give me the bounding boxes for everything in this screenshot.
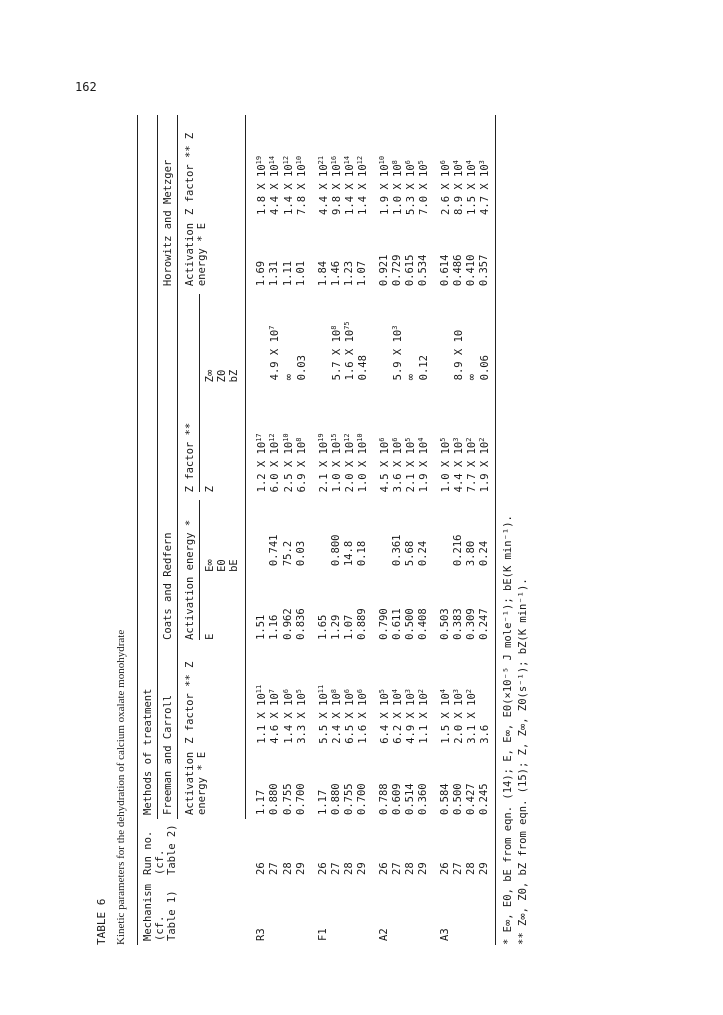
run-cell: 27 — [452, 862, 465, 875]
run-cell: 26 — [439, 862, 452, 875]
table-row — [295, 115, 308, 945]
fc-zfactor-cell: 2.0 X $10^3$ — [452, 688, 466, 744]
run-cell: 26 — [377, 862, 390, 875]
table-body — [246, 115, 496, 945]
hm-zfactor-cell: 9.8 X $10^{16}$ — [329, 155, 343, 215]
hm-zfactor-cell: 1.8 X $10^{19}$ — [255, 155, 269, 215]
cr-energy-cell: 1.65 — [316, 614, 329, 640]
mechanism-cell: R3 — [254, 928, 267, 941]
hm-energy-cell: 0.534 — [417, 254, 430, 287]
hm-zfactor-cell: 8.9 X $10^4$ — [452, 160, 466, 215]
cr-zfactor-cell: 3.6 X $10^6$ 5.9 X $10^3$ — [390, 325, 404, 493]
mechanism-cell — [356, 879, 369, 945]
fc-energy-cell: 0.700 — [355, 783, 368, 815]
cr-energy-cell: 0.611 — [390, 608, 403, 640]
table-row — [268, 115, 281, 945]
fc-energy-cell: 0.609 — [390, 783, 403, 815]
run-cell: 29 — [417, 862, 430, 875]
fc-zfactor-cell: 1.5 X $10^4$ — [439, 688, 453, 744]
table-row — [391, 115, 404, 945]
hm-zfactor-cell: 1.0 X $10^8$ — [390, 160, 404, 215]
hm-energy-cell: 0.486 — [452, 254, 465, 287]
table-row — [343, 115, 356, 945]
cr-energy-param-cell: 0.24 — [478, 496, 496, 570]
table-row — [478, 115, 496, 945]
header-row-1 — [138, 115, 158, 945]
hm-zfactor-cell: 1.4 X $10^{14}$ — [342, 155, 356, 215]
fc-zfactor-cell: 6.5 X $10^6$ — [342, 688, 356, 744]
header-cr-z-group — [178, 290, 246, 496]
cr-energy-cell: 1.29 — [329, 614, 342, 640]
cr-energy-cell: 0.383 — [452, 608, 465, 640]
hm-zfactor-cell: 7.0 X $10^5$ — [417, 160, 431, 215]
hm-zfactor-cell: 1.9 X $10^{10}$ — [377, 155, 391, 215]
cr-energy-cell: 0.503 — [439, 608, 452, 640]
header-mechanism: Mechanism (cf. Table 1) — [138, 879, 246, 945]
hm-energy-cell: 1.23 — [342, 260, 355, 287]
cr-energy-param-cell: 0.216 — [452, 534, 465, 567]
run-cell: 27 — [390, 862, 403, 875]
header-freeman-carroll: Freeman and Carroll — [158, 644, 178, 819]
table-title: Kinetic parameters for the dehydration of calcium oxalate monohydrate — [115, 629, 127, 945]
fc-energy-cell: 0.245 — [478, 748, 496, 819]
mechanism-cell — [282, 879, 295, 945]
fc-zfactor-cell: 4.6 X $10^7$ — [268, 688, 282, 744]
fc-energy-cell: 0.880 — [329, 783, 342, 815]
mechanism-cell — [465, 879, 478, 945]
hm-energy-cell: 0.615 — [404, 254, 416, 287]
header-cr-energy-subs — [204, 500, 240, 640]
hm-energy-cell: 1.01 — [294, 260, 307, 287]
fc-zfactor-cell: 1.1 X $10^{11}$ — [255, 684, 269, 744]
fc-zfactor-cell: 4.9 X $10^3$ — [404, 688, 417, 744]
hm-energy-cell: 1.11 — [281, 260, 294, 287]
run-cell: 27 — [329, 862, 342, 875]
fc-zfactor-cell: 3.1 X $10^2$ — [465, 688, 479, 744]
fc-energy-cell: 0.514 — [404, 783, 416, 815]
cr-zfactor-cell: 1.9 X $10^2$ 0.06 — [478, 290, 496, 496]
fc-zfactor-cell: 3.3 X $10^5$ — [294, 688, 308, 744]
cr-energy-param-cell: 0.800 — [329, 534, 342, 567]
cr-zfactor-cell: 2.0 X $10^{12}$ 1.6 X $10^{75}$ — [342, 321, 356, 493]
cr-energy-param-cell: 0.18 — [355, 540, 368, 567]
cr-zfactor-cell: 2.1 X $10^{19}$ — [316, 433, 330, 493]
rotated-table-block — [95, 105, 595, 945]
cr-energy-cell: 1.51 — [255, 614, 268, 640]
table-row — [330, 115, 343, 945]
hm-energy-cell: 0.921 — [377, 254, 390, 287]
cr-energy-param-cell: 5.68 — [404, 540, 416, 567]
run-cell: 26 — [254, 862, 267, 875]
fc-energy-cell: 0.755 — [281, 783, 294, 815]
cr-zfactor-cell: 1.0 X $10^{10}$ 0.48 — [355, 355, 369, 493]
cr-energy-param-cell: 0.24 — [417, 540, 430, 567]
mechanism-cell — [452, 879, 465, 945]
mechanism-cell — [295, 879, 308, 945]
cr-energy-cell: 1.16 — [268, 614, 281, 640]
hm-energy-cell: 1.46 — [329, 260, 342, 287]
hm-energy-cell: 1.69 — [255, 260, 268, 287]
cr-energy-cell: 0.889 — [355, 608, 368, 640]
header-horowitz-metzger: Horowitz and Metzger — [158, 115, 178, 290]
table-label: TABLE 6 — [95, 898, 108, 945]
cr-energy-cell: 0.790 — [377, 608, 390, 640]
cr-energy-cell: 0.309 — [465, 608, 478, 640]
cr-energy-cell: 0.408 — [417, 608, 430, 640]
kinetic-parameters-table — [137, 115, 496, 945]
cr-zfactor-cell: 6.9 X $10^8$ 0.03 — [294, 355, 308, 493]
fc-energy-cell: 0.755 — [342, 783, 355, 815]
hm-zfactor-cell: 5.3 X $10^6$ — [404, 160, 417, 215]
fc-energy-cell: 0.427 — [465, 783, 478, 815]
hm-energy-cell: 0.410 — [465, 254, 478, 287]
footnote-2: ** Z∞, Z0, bZ from eqn. (15); Z, Z∞, Z0(s⁻¹); bZ(K min⁻¹). — [516, 578, 529, 945]
cr-energy-cell: 1.07 — [342, 614, 355, 640]
fc-zfactor-cell: 3.6 — [478, 644, 496, 748]
mechanism-cell — [330, 879, 343, 945]
header-coats-redfern: Coats and Redfern — [158, 290, 178, 644]
hm-zfactor-cell: 4.4 X $10^{21}$ — [316, 155, 330, 215]
hm-zfactor-cell: 1.4 X $10^{12}$ — [281, 155, 295, 215]
cr-energy-param-cell — [308, 496, 330, 570]
cr-zfactor-cell: 6.0 X $10^{12}$ 4.9 X $10^7$ — [268, 325, 282, 493]
cr-energy-param-cell: 14.8 — [342, 540, 355, 567]
fc-zfactor-cell: 1.6 X $10^6$ — [355, 688, 369, 744]
fc-energy-cell: 0.500 — [452, 783, 465, 815]
cr-zfactor-cell: 2.1 X $10^5$ ∞ — [404, 374, 417, 493]
run-cell: 29 — [478, 819, 496, 879]
cr-energy-param-cell: 3.80 — [465, 540, 478, 567]
mechanism-cell — [417, 879, 430, 945]
run-cell: 28 — [342, 862, 355, 875]
cr-zfactor-cell: 1.2 X $10^{17}$ — [255, 433, 269, 493]
page-number: 162 — [75, 80, 97, 94]
header-cr-energy-group — [178, 496, 246, 644]
cr-energy-param-cell — [246, 496, 269, 570]
fc-zfactor-cell: 1.1 X $10^2$ — [417, 688, 431, 744]
header-cr-z-params: Z∞ Z0 bZ — [204, 369, 241, 383]
fc-energy-cell: 0.880 — [268, 783, 281, 815]
header-hm-energy: Activation energy * E — [178, 219, 246, 290]
hm-zfactor-cell: 4.4 X $10^{14}$ — [268, 155, 282, 215]
run-cell: 28 — [465, 862, 478, 875]
fc-energy-cell: 0.700 — [294, 783, 307, 815]
table-row — [356, 115, 369, 945]
header-hm-zfactor: Z factor ** Z — [178, 115, 246, 219]
header-cr-z-subs — [204, 294, 240, 492]
run-cell: 27 — [268, 862, 281, 875]
table-row — [430, 115, 452, 945]
fc-zfactor-cell: 1.4 X $10^6$ — [281, 688, 295, 744]
cr-zfactor-cell: 1.0 X $10^5$ — [439, 437, 453, 493]
footnotes — [501, 105, 529, 945]
table-row — [246, 115, 269, 945]
cr-zfactor-cell: 2.5 X $10^{10}$ ∞ — [281, 374, 295, 493]
mechanism-cell: A2 — [377, 928, 390, 941]
table-row — [369, 115, 391, 945]
cr-zfactor-cell: 1.9 X $10^4$ 0.12 — [417, 355, 431, 493]
fc-zfactor-cell: 6.4 X $10^5$ — [377, 688, 391, 744]
cr-energy-cell: 0.247 — [478, 570, 496, 644]
header-methods: Methods of treatment — [138, 115, 158, 819]
mechanism-cell — [478, 879, 496, 945]
mechanism-cell — [268, 879, 281, 945]
hm-energy-cell: 0.729 — [390, 254, 403, 287]
header-cr-e: E — [204, 633, 217, 640]
hm-energy-cell: 1.07 — [355, 260, 368, 287]
run-cell: 26 — [316, 862, 329, 875]
cr-energy-param-cell — [369, 496, 391, 570]
fc-energy-cell: 1.17 — [316, 789, 329, 815]
cr-energy-param-cell — [430, 496, 452, 570]
hm-zfactor-cell: 1.5 X $10^4$ — [465, 160, 479, 215]
footnote-1: * E∞, E0, bE from eqn. (14); E, E∞, E0(×10⁻⁵ J mole⁻¹); bE(K min⁻¹). — [502, 515, 515, 945]
hm-energy-cell: 0.614 — [439, 254, 452, 287]
hm-energy-cell: 1.31 — [268, 260, 281, 287]
mechanism-cell — [404, 879, 417, 945]
header-cr-e-params: E∞ E0 bE — [204, 559, 241, 572]
fc-zfactor-cell: 2.4 X $10^8$ — [329, 688, 343, 744]
fc-energy-cell: 0.360 — [417, 783, 430, 815]
mechanism-cell: F1 — [316, 928, 329, 941]
table-row — [404, 115, 417, 945]
hm-zfactor-cell: 4.7 X $10^3$ — [478, 115, 496, 219]
cr-zfactor-cell: 1.0 X $10^{15}$ 5.7 X $10^8$ — [329, 325, 343, 493]
cr-energy-param-cell: 0.741 — [268, 534, 281, 567]
hm-zfactor-cell: 2.6 X $10^6$ — [439, 160, 453, 215]
fc-energy-cell: 0.584 — [439, 783, 452, 815]
mechanism-cell — [391, 879, 404, 945]
run-cell: 29 — [294, 862, 307, 875]
hm-energy-cell: 0.357 — [478, 219, 496, 290]
cr-energy-param-cell: 0.03 — [294, 540, 307, 567]
header-fc-energy: Activation energy * E — [178, 748, 246, 819]
header-cr-zfactor: Z factor ** — [184, 294, 200, 492]
cr-energy-param-cell: 75.2 — [281, 540, 294, 567]
header-fc-zfactor: Z factor ** Z — [178, 644, 246, 748]
mechanism-cell — [343, 879, 356, 945]
run-cell: 28 — [281, 862, 294, 875]
cr-energy-cell: 0.836 — [294, 608, 307, 640]
header-cr-z: Z — [204, 486, 217, 493]
fc-zfactor-cell: 5.5 X $10^{11}$ — [316, 684, 330, 744]
table-row — [465, 115, 478, 945]
header-cr-activation: Activation energy * — [184, 500, 200, 640]
cr-energy-cell: 0.962 — [281, 608, 294, 640]
fc-zfactor-cell: 6.2 X $10^4$ — [390, 688, 404, 744]
mechanism-cell: A3 — [439, 928, 452, 941]
table-row — [282, 115, 295, 945]
cr-zfactor-cell: 7.7 X $10^2$ ∞ — [465, 374, 479, 493]
run-cell: 28 — [404, 862, 416, 875]
cr-zfactor-cell: 4.4 X $10^3$ 8.9 X 10 — [452, 329, 466, 493]
cr-energy-param-cell: 0.361 — [390, 534, 403, 567]
cr-zfactor-cell: 4.5 X $10^6$ — [377, 437, 391, 493]
fc-energy-cell: 0.788 — [377, 783, 390, 815]
run-cell: 29 — [355, 862, 368, 875]
table-row — [417, 115, 430, 945]
table-row — [308, 115, 330, 945]
hm-zfactor-cell: 1.4 X $10^{12}$ — [355, 155, 369, 215]
fc-energy-cell: 1.17 — [255, 789, 268, 815]
cr-energy-cell: 0.500 — [404, 608, 416, 640]
table-row — [452, 115, 465, 945]
hm-zfactor-cell: 7.8 X $10^{10}$ — [294, 155, 308, 215]
header-run: Run no. (cf. Table 2) — [138, 819, 246, 879]
hm-energy-cell: 1.84 — [316, 260, 329, 287]
